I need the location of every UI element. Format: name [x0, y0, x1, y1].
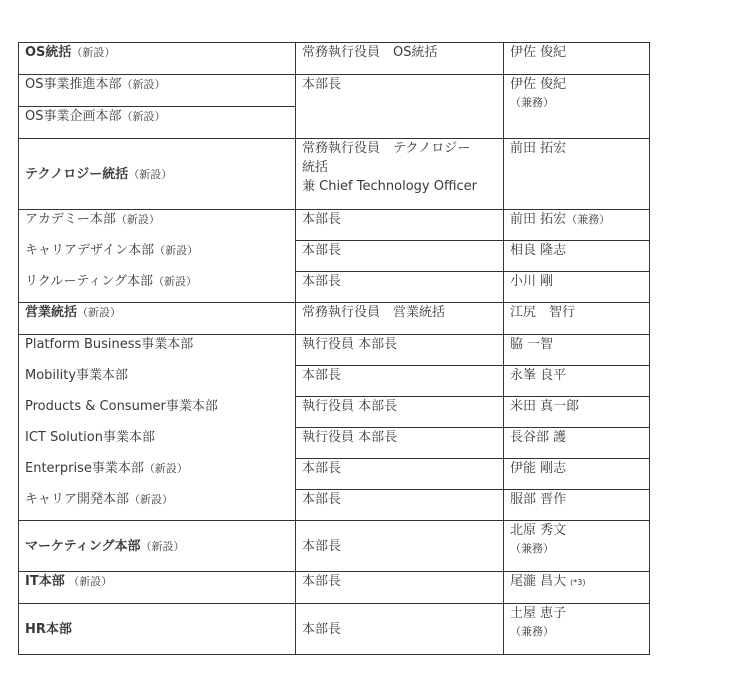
title-cell: [296, 139, 504, 210]
new-tag: （新設）: [143, 461, 188, 475]
table-row: [19, 521, 650, 572]
table-row: [19, 604, 650, 655]
division-name: Enterprise事業本部: [25, 460, 144, 476]
division-cell: [19, 139, 296, 210]
person-cell: [504, 75, 650, 139]
title-line: 統括: [302, 160, 329, 175]
table-row: [19, 303, 650, 335]
division-cell: [19, 490, 296, 521]
division-name: マーケティング本部: [25, 538, 141, 554]
division-name: 営業統括: [25, 305, 78, 320]
title-line: 兼 Chief Technology Officer: [302, 179, 478, 194]
new-tag: （新設）: [64, 575, 113, 588]
concurrent-tag: （兼務）: [566, 213, 611, 226]
title-cell: 本部長: [296, 210, 504, 241]
person-cell: [504, 572, 650, 604]
footnote-mark: (*3): [570, 578, 586, 587]
title-cell: 執行役員 本部長: [296, 335, 504, 366]
division-cell: [19, 43, 296, 75]
division-name: OS事業推進本部: [25, 77, 122, 92]
title-line: 常務執行役員 テクノロジー: [302, 141, 471, 156]
person-name: 尾瀧 昌大: [510, 574, 567, 589]
person-cell: 伊能 剛志: [504, 459, 650, 490]
division-cell: Products & Consumer事業本部: [19, 397, 296, 428]
new-tag: （新設）: [154, 243, 199, 257]
person-cell: 前田 拓宏: [504, 139, 650, 210]
division-name: OS事業企画本部: [25, 109, 122, 124]
table-row: [19, 43, 650, 75]
person-name: 伊佐 俊紀: [510, 77, 567, 92]
new-tag: （新設）: [121, 110, 166, 123]
division-cell: Mobility事業本部: [19, 366, 296, 397]
table-row: [19, 75, 650, 107]
title-cell: 本部長: [296, 459, 504, 490]
person-cell: 脇 一智: [504, 335, 650, 366]
division-cell: [19, 459, 296, 490]
person-cell: [504, 521, 650, 572]
division-cell: [19, 604, 296, 655]
person-name: 北原 秀文: [510, 523, 567, 538]
title-cell: 本部長: [296, 490, 504, 521]
org-table: [18, 42, 650, 655]
table-row: [19, 139, 650, 210]
person-cell: 江尻 智行: [504, 303, 650, 335]
title-cell: 本部長: [296, 521, 504, 572]
title-cell: 本部長: [296, 272, 504, 303]
person-cell: 長谷部 護: [504, 428, 650, 459]
division-cell: [19, 107, 296, 139]
title-cell: 本部長: [296, 604, 504, 655]
division-cell: [19, 521, 296, 572]
table-row: [19, 272, 650, 303]
title-cell: 常務執行役員 営業統括: [296, 303, 504, 335]
title-cell: 本部長: [296, 572, 504, 604]
division-name: テクノロジー統括: [25, 166, 129, 182]
table-row: [19, 428, 650, 459]
concurrent-tag: （兼務）: [510, 542, 554, 555]
title-cell: 本部長: [296, 366, 504, 397]
table-row: [19, 210, 650, 241]
table-row: [19, 366, 650, 397]
new-tag: （新設）: [115, 213, 160, 226]
division-cell: [19, 210, 296, 241]
division-name: HR本部: [25, 621, 72, 637]
new-tag: （新設）: [77, 306, 122, 319]
concurrent-tag: （兼務）: [510, 96, 554, 109]
division-cell: ICT Solution事業本部: [19, 428, 296, 459]
person-cell: 相良 隆志: [504, 241, 650, 272]
title-cell: 本部長: [296, 241, 504, 272]
division-cell: [19, 75, 296, 107]
division-name: OS統括: [25, 45, 72, 60]
person-name: 土屋 恵子: [510, 606, 567, 621]
division-cell: Platform Business事業本部: [19, 335, 296, 366]
person-cell: 米田 真一郎: [504, 397, 650, 428]
division-name: キャリアデザイン本部: [25, 242, 155, 258]
division-cell: [19, 572, 296, 604]
division-cell: [19, 241, 296, 272]
person-name: 前田 拓宏: [510, 212, 567, 227]
table-row: [19, 335, 650, 366]
title-cell: 執行役員 本部長: [296, 428, 504, 459]
new-tag: （新設）: [128, 167, 173, 181]
table-row: [19, 459, 650, 490]
table-row: [19, 572, 650, 604]
title-cell: 本部長: [296, 75, 504, 139]
concurrent-tag: （兼務）: [510, 625, 554, 638]
division-name: キャリア開発本部: [25, 491, 130, 507]
title-cell: 執行役員 本部長: [296, 397, 504, 428]
table-row: [19, 490, 650, 521]
person-cell: 永峯 良平: [504, 366, 650, 397]
person-cell: 小川 剛: [504, 272, 650, 303]
division-cell: [19, 272, 296, 303]
division-name: IT本部: [25, 574, 65, 589]
division-name: リクルーティング本部: [25, 273, 154, 289]
person-cell: 服部 晋作: [504, 490, 650, 521]
new-tag: （新設）: [121, 78, 166, 91]
division-cell: [19, 303, 296, 335]
new-tag: （新設）: [129, 492, 174, 506]
new-tag: （新設）: [71, 46, 116, 59]
division-name: アカデミー本部: [25, 212, 116, 227]
person-cell: [504, 604, 650, 655]
person-cell: 伊佐 俊紀: [504, 43, 650, 75]
table-row: [19, 397, 650, 428]
new-tag: （新設）: [140, 539, 185, 553]
title-cell: 常務執行役員 OS統括: [296, 43, 504, 75]
table-row: [19, 241, 650, 272]
new-tag: （新設）: [153, 274, 198, 288]
person-cell: [504, 210, 650, 241]
